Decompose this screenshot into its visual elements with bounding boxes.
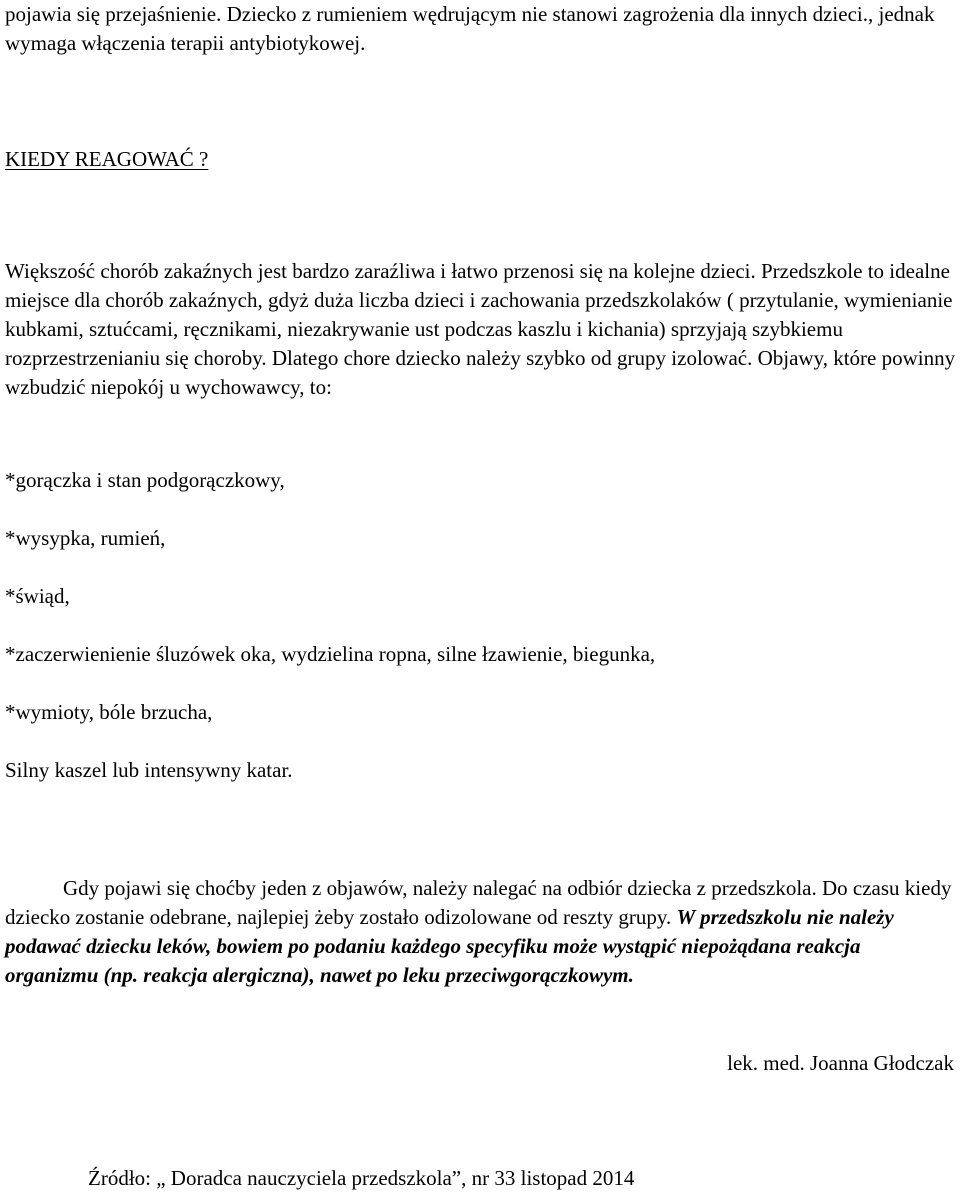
symptom-item: *wymioty, bóle brzucha, [5,700,213,724]
author-signature: lek. med. Joanna Głodczak [727,1051,954,1075]
symptom-item: *zaczerwienienie śluzówek oka, wydzielina ropna, silne łzawienie, biegunka, [5,642,656,666]
body-paragraph: Większość chorób zakaźnych jest bardzo zaraźliwa i łatwo przenosi się na kolejne dzieci. Przedszkole to idealne miejsce dla chorób zakaźnych, gdyż duża liczba dzieci i zachowania przedszkolaków ( przytulanie, wymienianie kubkami, sztućcami, ręcznikami, niezakrywanie ust podczas kaszlu i kichania) sprzyjają szybkiemu rozprzestrzenianiu się choroby. Dlatego chore dziecko należy szybko od grupy izolować. Objawy, które powinny wzbudzić niepokój u wychowawcy, to: [5,259,956,399]
closing-warning-text: W przedszkolu nie należy podawać dziecku leków, bowiem po podaniu każdego specyfiku może wystąpić niepożądana reakcja organizmu (np. reakcja alergiczna), nawet po leku przeciwgorączkowym. [5,905,894,987]
closing-plain-text: Gdy pojawi się choćby jeden z objawów, należy nalegać na odbiór dziecka z przedszkola. Do czasu kiedy dziecko zostanie odebrane, najlepiej żeby zostało odizolowane od reszty grupy. [5,876,952,929]
symptom-item: Silny kaszel lub intensywny katar. [5,758,293,782]
symptom-item: *gorączka i stan podgorączkowy, [5,468,285,492]
symptom-list [5,466,655,814]
intro-paragraph: pojawia się przejaśnienie. Dziecko z rumieniem wędrującym nie stanowi zagrożenia dla innych dzieci., jednak wymaga włączenia terapii antybiotykowej. [5,2,935,55]
symptom-item: *wysypka, rumień, [5,526,166,550]
section-heading: KIEDY REAGOWAĆ ? [5,147,209,171]
symptom-item: *świąd, [5,584,70,608]
source-citation: Źródło: „ Doradca nauczyciela przedszkola”, nr 33 listopad 2014 [88,1166,635,1190]
closing-paragraph [5,874,957,990]
